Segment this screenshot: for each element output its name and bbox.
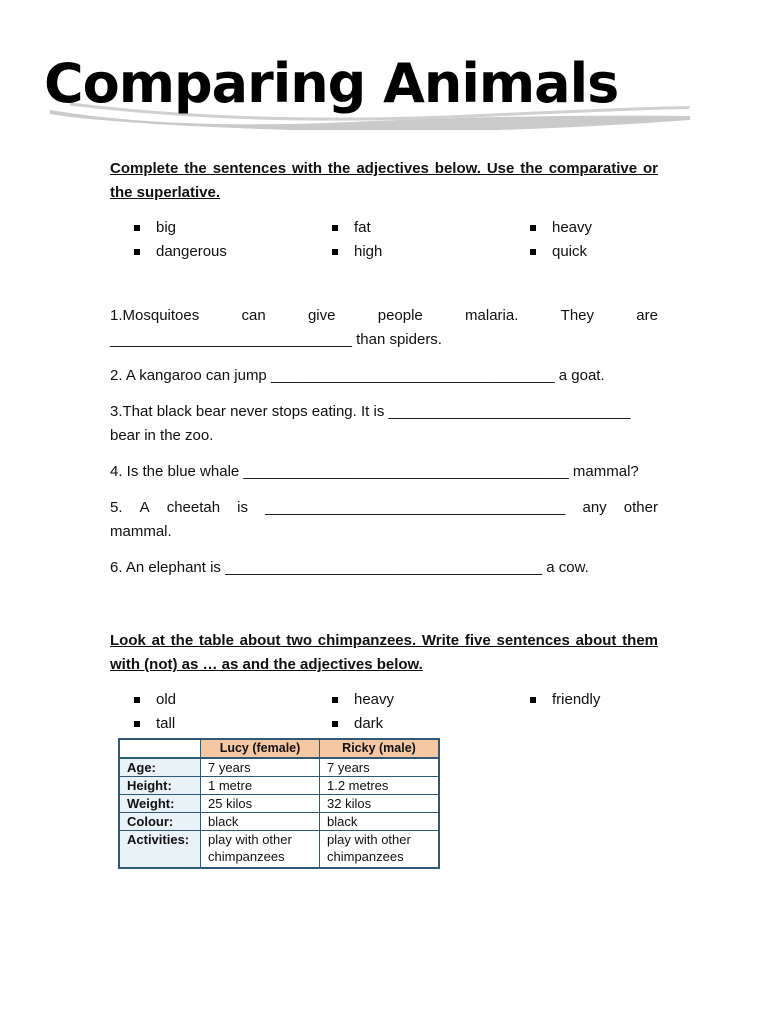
adjective-text: old — [156, 691, 177, 708]
bullet-square-icon — [332, 249, 338, 255]
row-label: Age: — [119, 758, 201, 777]
adjective-text: dangerous — [156, 243, 227, 260]
sentence-6-text: 6. An elephant is ______________________________________ a cow. — [110, 559, 589, 576]
adjective-text: tall — [156, 715, 176, 732]
adjective-item — [332, 712, 383, 736]
lucy-cell: black — [201, 813, 320, 831]
word: A — [139, 499, 150, 516]
word: 5. — [110, 499, 123, 516]
adjective-item — [332, 216, 371, 240]
bullet-square-icon — [332, 721, 338, 727]
ricky-cell: 1.2 metres — [320, 777, 440, 795]
table-corner-cell — [119, 739, 201, 758]
word: malaria. — [465, 307, 519, 324]
bullet-square-icon — [134, 721, 140, 727]
word: ____________________________________ — [265, 499, 566, 516]
lucy-cell: 7 years — [201, 758, 320, 777]
sentence-4-text: 4. Is the blue whale _______________________________________ mammal? — [110, 463, 639, 480]
table-row — [119, 777, 439, 795]
cell-line: play with other — [208, 832, 292, 847]
adjective-text: quick — [552, 243, 588, 260]
section1-instructions: Complete the sentences with the adjectives below. Use the comparative or the superlative. — [110, 160, 658, 201]
bullet-square-icon — [134, 225, 140, 231]
row-label: Weight: — [119, 795, 201, 813]
lucy-cell — [201, 831, 320, 869]
sentence-5 — [110, 496, 658, 544]
word: give — [307, 307, 336, 324]
cell-line: play with other — [327, 832, 411, 847]
ricky-cell: 32 kilos — [320, 795, 440, 813]
bullet-square-icon — [332, 225, 338, 231]
word: are — [636, 307, 658, 324]
word: can — [241, 307, 266, 324]
adjective-text: heavy — [354, 691, 395, 708]
bullet-square-icon — [332, 697, 338, 703]
word: other — [623, 499, 658, 516]
adjective-text: friendly — [552, 691, 601, 708]
cell-line: chimpanzees — [327, 849, 404, 864]
sentence-3-line-1: 3.That black bear never stops eating. It is _____________________________ — [110, 403, 631, 420]
chimpanzee-table — [118, 738, 440, 869]
bullet-square-icon — [134, 249, 140, 255]
table-row — [119, 795, 439, 813]
row-label: Colour: — [119, 813, 201, 831]
adjective-text: big — [156, 219, 177, 236]
page-title: Comparing Animals — [44, 52, 619, 115]
sentence-6 — [110, 556, 658, 580]
adjective-item — [530, 216, 592, 240]
sentence-4 — [110, 460, 658, 484]
sentence-5-line-2: mammal. — [110, 523, 172, 540]
adjective-text: high — [354, 243, 383, 260]
ricky-cell: black — [320, 813, 440, 831]
adjective-item — [332, 688, 394, 712]
sentence-3-line-2: bear in the zoo. — [110, 427, 214, 444]
ricky-cell — [320, 831, 440, 869]
adjective-item — [134, 688, 176, 712]
column-header-ricky: Ricky (male) — [320, 739, 440, 758]
word: cheetah — [166, 499, 221, 516]
word: They — [560, 307, 595, 324]
lucy-cell: 25 kilos — [201, 795, 320, 813]
word: 1.Mosquitoes — [110, 307, 200, 324]
cell-line: chimpanzees — [208, 849, 285, 864]
bullet-square-icon — [530, 225, 536, 231]
word: is — [237, 499, 248, 516]
sentence-1-line-2: _____________________________ than spiders. — [110, 331, 442, 348]
table-row — [119, 758, 439, 777]
table-row — [119, 813, 439, 831]
bullet-square-icon — [530, 249, 536, 255]
adjective-item — [134, 216, 176, 240]
sentence-3 — [110, 400, 658, 448]
adjective-item — [530, 240, 587, 264]
ricky-cell: 7 years — [320, 758, 440, 777]
bullet-square-icon — [530, 697, 536, 703]
adjective-item — [530, 688, 600, 712]
column-header-lucy: Lucy (female) — [201, 739, 320, 758]
row-label: Activities: — [119, 831, 201, 869]
word: any — [582, 499, 607, 516]
sentence-2-text: 2. A kangaroo can jump __________________________________ a goat. — [110, 367, 605, 384]
adjective-item — [134, 712, 175, 736]
adjective-item — [134, 240, 227, 264]
sentence-2 — [110, 364, 658, 388]
sentence-5-line-1 — [110, 496, 658, 520]
sentence-1 — [110, 304, 658, 352]
adjective-text: dark — [354, 715, 384, 732]
table-header-row — [119, 739, 439, 758]
table-row — [119, 831, 439, 869]
section2-instructions: Look at the table about two chimpanzees. Write five sentences about them with (not) as … as and the adjectives below. — [110, 632, 658, 673]
lucy-cell: 1 metre — [201, 777, 320, 795]
adjective-item — [332, 240, 382, 264]
word: people — [377, 307, 423, 324]
sentence-1-line-1 — [110, 304, 658, 328]
adjective-text: heavy — [552, 219, 593, 236]
adjective-text: fat — [354, 219, 371, 236]
title-block — [20, 50, 720, 130]
row-label: Height: — [119, 777, 201, 795]
bullet-square-icon — [134, 697, 140, 703]
